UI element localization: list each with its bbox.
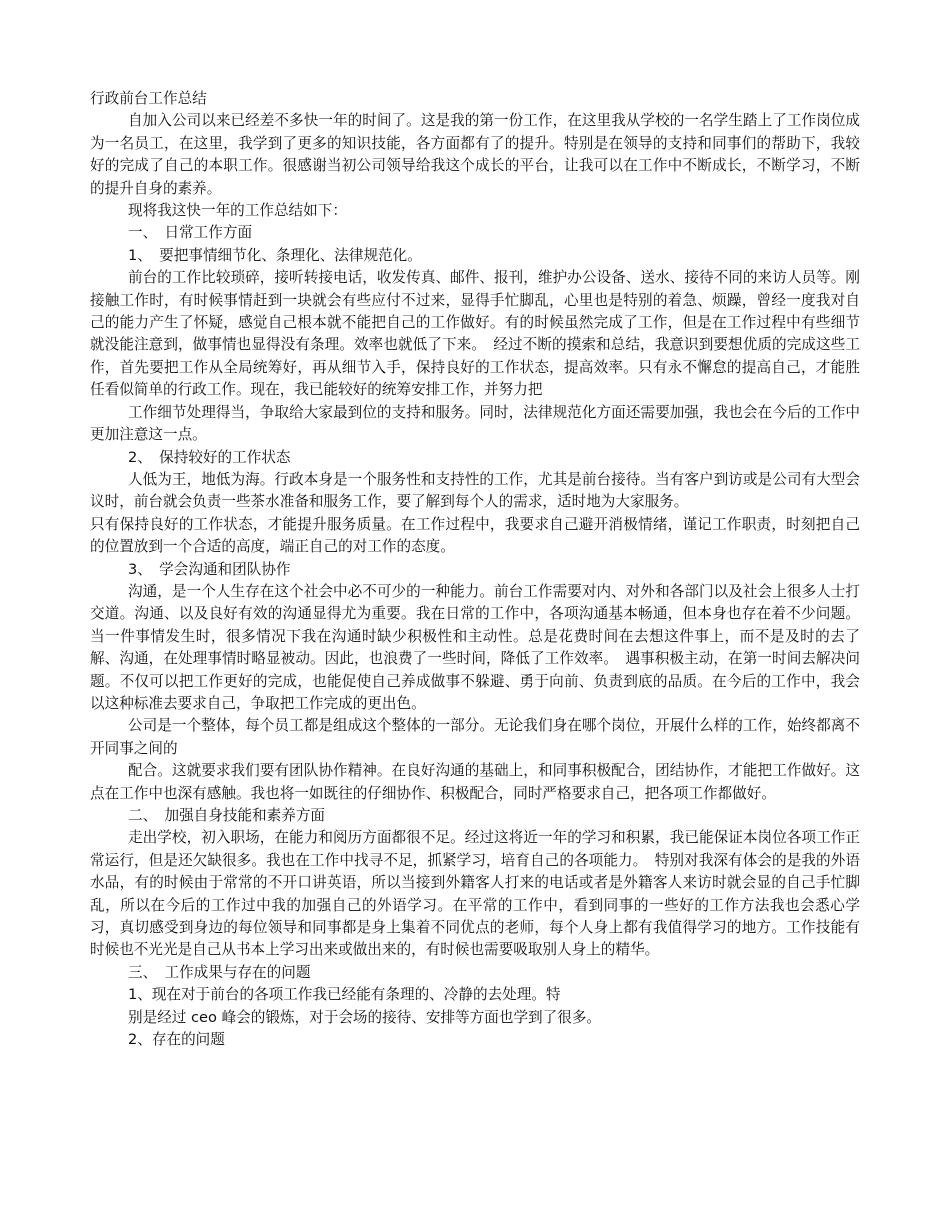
body-paragraph: 配合。这就要求我们要有团队协作精神。在良好沟通的基础上，和同事积极配合，团结协作，才能把工作做好。这点在工作中也深有感触。我也将一如既往的仔细协作、积极配合，同时严格要求自己，把各项工作都做好。 <box>90 762 860 802</box>
body-paragraph: 沟通，是一个人生存在这个社会中必不可少的一种能力。前台工作需要对内、对外和各部门以及社会上很多人士打交道。沟通、以及良好有效的沟通显得尤为重要。我在日常的工作中，各项沟通基本畅通，但本身也存在着不少问题。当一件事情发生时，很多情况下我在沟通时缺少积极性和主动性。总是花费时间在去想这件事上，而不是及时的去了解、沟通，在处理事情时略显被动。因此，也浪费了一些时间，降低了工作效率。 遇事积极主动，在第一时间去解决问题。不仅可以把工作更好的完成，也能促使自己养成做事不躲避、勇于向前、负责到底的品质。在今后的工作中，我会以这种标准去要求自己，争取把工作完成的更出色。 <box>90 582 860 712</box>
body-paragraph: 人低为王，地低为海。行政本身是一个服务性和支持性的工作，尤其是前台接待。当有客户到访或是公司有大型会议时，前台就会负责一些茶水准备和服务工作，要了解到每个人的需求，适时地为大家服务。 <box>90 470 860 511</box>
section-heading-2: 二、 加强自身技能和素养方面 <box>128 807 326 824</box>
section-heading-1: 一、 日常工作方面 <box>128 224 253 242</box>
subsection-heading-3-2: 2、存在的问题 <box>128 1031 225 1049</box>
subsection-heading-1-3: 3、 学会沟通和团队协作 <box>128 560 291 578</box>
body-paragraph: 前台的工作比较琐碎，接听转接电话，收发传真、邮件、报刊，维护办公设备、送水、接待不同的来访人员等。刚接触工作时，有时候事情赶到一块就会有些应付不过来，显得手忙脚乱，心里也是特别的着急、烦躁，曾经一度我对自己的能力产生了怀疑，感觉自己根本就不能把自己的工作做好。有的时候虽然完成了工作，但是在工作过程中有些细节就没能注意到，做事情也显得没有条理。效率也就低了下来。 经过不断的摸索和总结，我意识到要想优质的完成这些工作，首先要把工作从全局统筹好，再从细节入手，保持良好的工作状态，提高效率。只有永不懈怠的提高自己，才能胜任看似简单的行政工作。现在，我已能较好的统筹安排工作，并努力把 <box>90 269 860 399</box>
subsection-heading-1-1: 1、 要把事情细节化、条理化、法律规范化。 <box>128 246 422 264</box>
section-heading-3: 三、 工作成果与存在的问题 <box>128 963 311 981</box>
intro-paragraph: 自加入公司以来已经差不多快一年的时间了。这是我的第一份工作，在这里我从学校的一名学生踏上了工作岗位成为一名员工，在这里，我学到了更多的知识技能，各方面都有了的提升。特别是在领导的支持和同事们的帮助下，我较好的完成了自己的本职工作。很感谢当初公司领导给我这个成长的平台，让我可以在工作中不断成长，不断学习，不断的提升自身的素养。 <box>90 112 860 197</box>
body-paragraph: 只有保持良好的工作状态，才能提升服务质量。在工作过程中，我要求自己避开消极情绪，谨记工作职责，时刻把自己的位置放到一个合适的高度，端正自己的对工作的态度。 <box>90 515 860 556</box>
body-paragraph: 别是经过 ceo 峰会的锻炼，对于会场的接待、安排等方面也学到了很多。 <box>128 1008 602 1026</box>
body-paragraph: 1、现在对于前台的各项工作我已经能有条理的、冷静的去处理。特 <box>128 986 561 1004</box>
body-paragraph: 公司是一个整体，每个员工都是组成这个整体的一部分。无论我们身在哪个岗位，开展什么样的工作，始终都离不开同事之间的 <box>90 717 860 757</box>
subsection-heading-1-2: 2、 保持较好的工作状态 <box>128 448 291 466</box>
document-title: 行政前台工作总结 <box>90 90 207 107</box>
body-paragraph: 工作细节处理得当，争取给大家最到位的支持和服务。同时，法律规范化方面还需要加强，我也会在今后的工作中更加注意这一点。 <box>90 403 860 444</box>
body-paragraph: 走出学校，初入职场，在能力和阅历方面都很不足。经过这将近一年的学习和积累，我已能保证本岗位各项工作正常运行，但是还欠缺很多。我也在工作中找寻不足，抓紧学习，培育自己的各项能力。 特别对我深有体会的是我的外语水品，有的时候由于常常的不开口讲英语，所以当接到外籍客人打来的电话或者是外籍客人来访时就会显的自己手忙脚乱，所以在今后的工作过中我的加强自己的外语学习。在平常的工作中，看到同事的一些好的工作方法我也会悉心学习，真切感受到身边的每位领导和同事都是身上集着不同优点的老师，每个人身上都有我值得学习的地方。工作技能有时候也不光光是自己从书本上学习出来或做出来的，有时候也需要吸取别人身上的精华。 <box>90 829 860 959</box>
summary-lead: 现将我这快一年的工作总结如下： <box>128 202 347 220</box>
document-page <box>90 88 860 1051</box>
